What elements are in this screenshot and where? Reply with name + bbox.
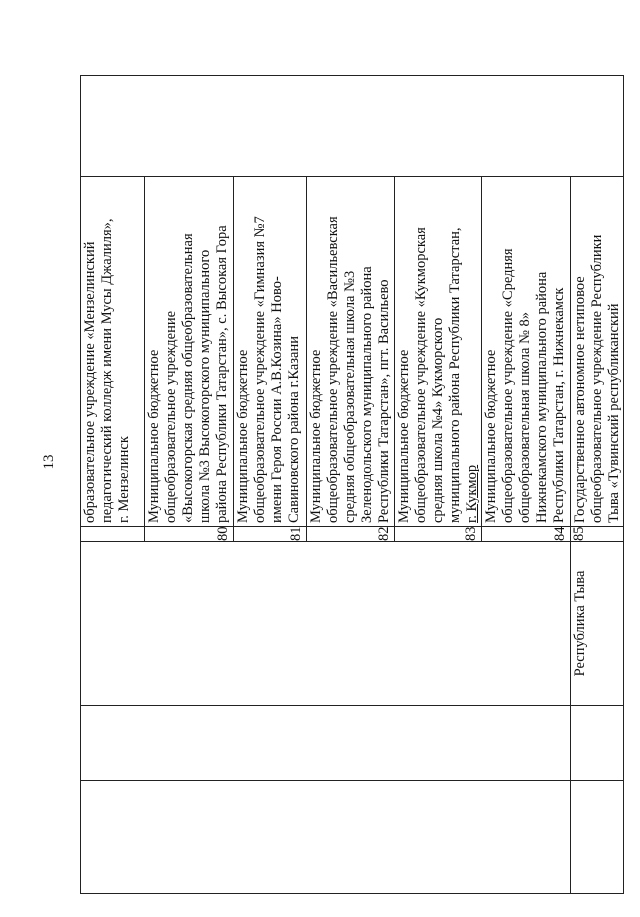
institution-name-cell: Муниципальное бюджетное общеобразовательное учреждение «Высокогорская средняя общеобразовательная школа №3 Высокогорского муниципального района Республики Татарстан», с. Высокая Гора (145, 177, 234, 527)
empty-col-1-cell (81, 781, 571, 894)
institution-name-cell: Муниципальное бюджетное общеобразовательное учреждение «Васильевская средняя общеобразовательная школа №3 Зеленодольского муниципального района Республики Татарстан», пгт. Васильево (307, 177, 395, 527)
row-number-cell: 80 (145, 527, 234, 542)
institution-name-cell: Государственное автономное нетиповое общеобразовательное учреждение Республики Тыва «Тувинский республиканский (571, 177, 624, 527)
institutions-table (80, 75, 624, 894)
empty-col-1-cell (571, 781, 624, 894)
empty-col-2-cell (81, 706, 571, 781)
row-number-cell: 84 (482, 527, 571, 542)
row-number-cell: 85 (571, 527, 624, 542)
institution-name-cell: Муниципальное бюджетное общеобразовательное учреждение «Кукморская средняя школа №4» Кукморского муниципального района Республики Татарстан, г. Кукмор (395, 177, 482, 527)
institution-name-cell: Муниципальное бюджетное общеобразовательное учреждение «Гимназия №7 имени Героя России А.В.Козина» Ново- Савиновского района г.Казани (234, 177, 307, 527)
table-row (571, 76, 624, 894)
rotated-table-container (80, 76, 622, 894)
row-number-cell: 82 (307, 527, 395, 542)
institution-name-cell: образовательное учреждение «Мензелинский педагогический колледж имени Мусы Джалиля», г. Мензелинск (81, 177, 145, 527)
row-number-cell: 81 (234, 527, 307, 542)
empty-col-2-cell (571, 706, 624, 781)
page-number: 13 (41, 454, 57, 470)
row-number-cell (81, 527, 145, 542)
region-cell (81, 542, 571, 706)
empty-col-6-cell (81, 76, 624, 177)
row-number-cell: 83 (395, 527, 482, 542)
table-row (81, 76, 145, 894)
institution-name-cell: Муниципальное бюджетное общеобразовательное учреждение «Средняя общеобразовательная школа № 8» Нижнекамского муниципального района Республики Татарстан, г. Нижнекамск (482, 177, 571, 527)
region-cell: Республика Тыва (571, 542, 624, 706)
